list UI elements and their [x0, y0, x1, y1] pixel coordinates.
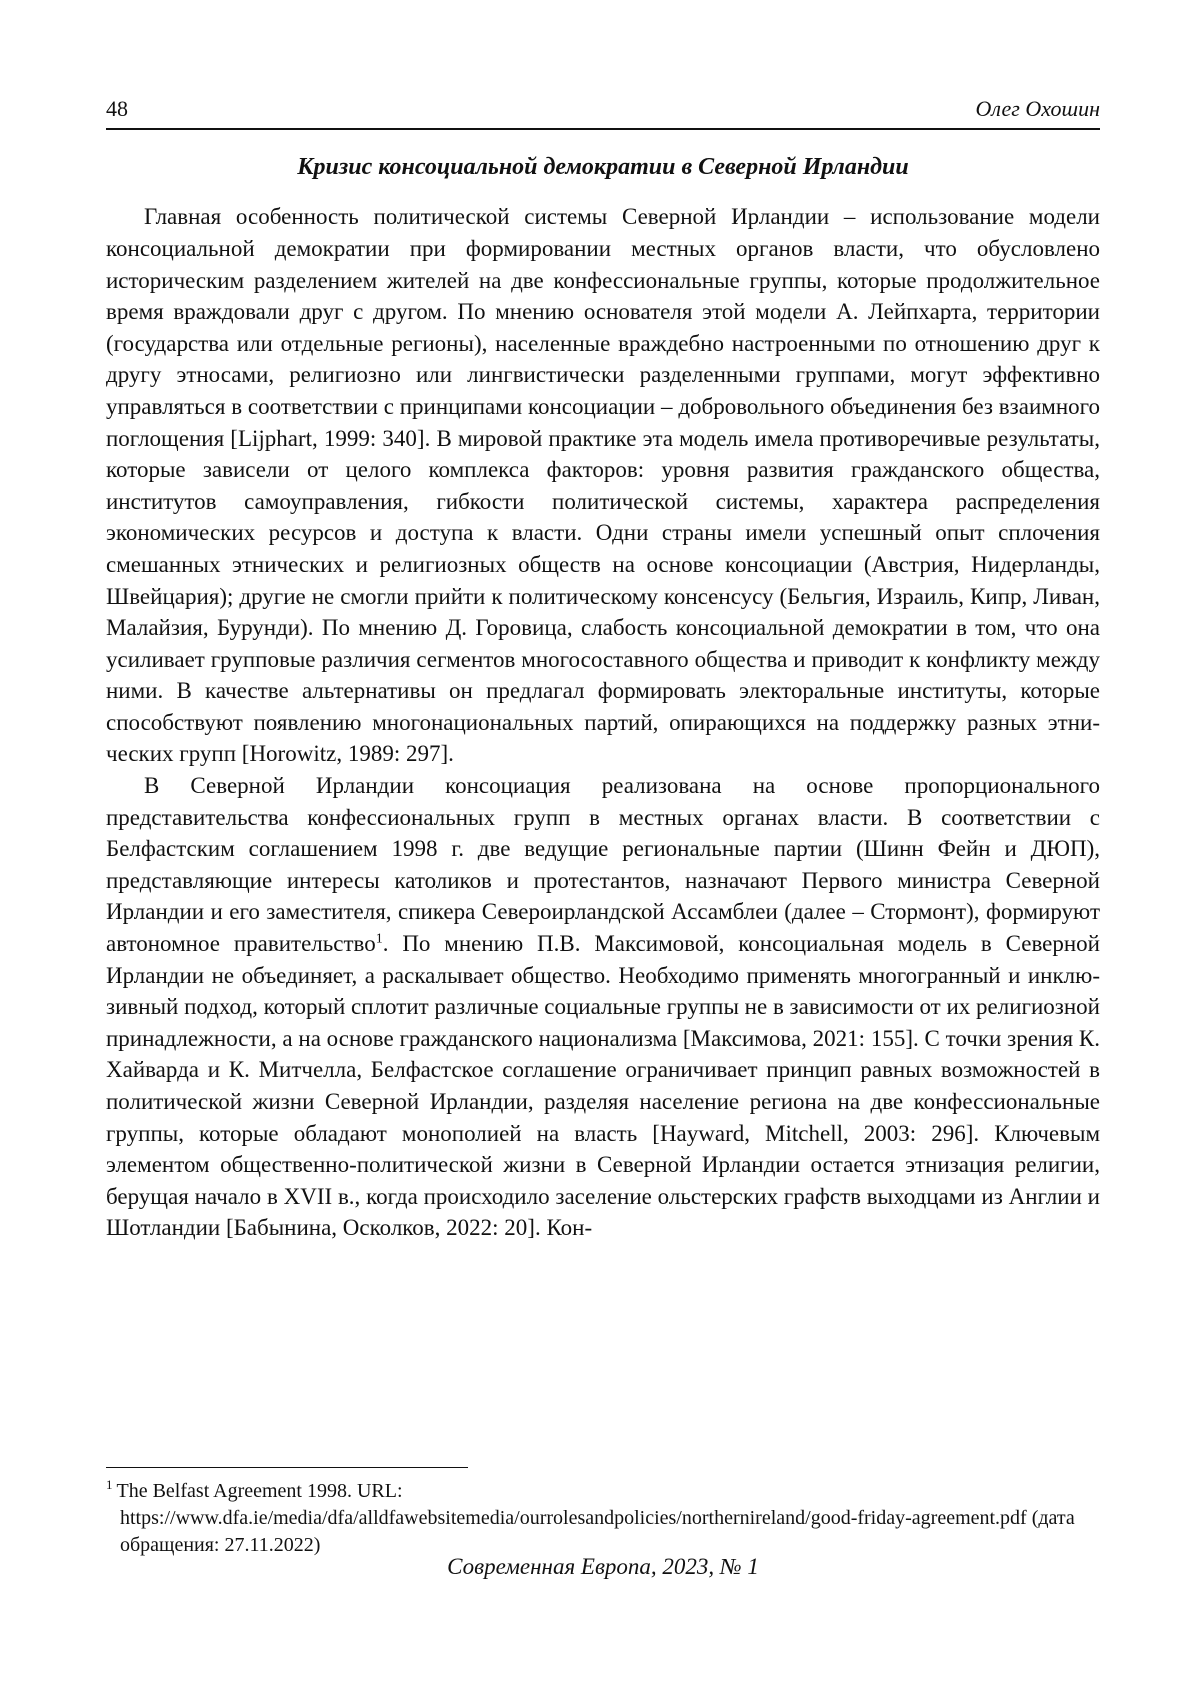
paragraph-2-part-1: В Северной Ирландии консоциация реализована на основе пропорционального представительства конфессиональных групп в местных органах власти. В соответствии с Белфастским соглашением 1998 г. две ведущие региональные партии (Шинн Фейн и ДЮП), представляющие интересы католиков и протестантов, назначают Первого министра Северной Ирландии и его заместителя, спикера Североирландской Ассамблеи (далее – Стормонт), формируют автономное правительство: [106, 773, 1100, 957]
paragraph-2-part-2: . По мнению П.В. Максимовой, консоциальная модель в Северной Ирландии не объединяет, а раскалывает общество. Необходимо применять многогранный и инклюзивный подход, который сплотит различные социальные группы не в зависимости от их религиозной принадлежности, а на основе гражданского национализма [Максимова, 2021: 155]. С точки зрения К. Хайварда и К. Митчелла, Белфастское соглашение ограничивает принцип равных возможностей в политической жизни Северной Ирландии, разделяя население региона на две конфессиональные группы, которые обладают монополией на власть [Hayward, Mitchell, 2003: 296]. Ключевым элементом общественно-политической жизни в Северной Ирландии остается этнизация религии, берущая начало в XVII в., когда происходило заселение ольстерских графств выходцами из Англии и Шотландии [Бабынина, Осколков, 2022: 20]. Кон-: [106, 931, 1100, 1241]
running-head: [106, 96, 1100, 130]
page-number: 48: [106, 96, 128, 121]
journal-footer: Современная Европа, 2023, № 1: [447, 1554, 759, 1579]
footnote-number: 1: [106, 1477, 113, 1493]
footnote-text: The Belfast Agreement 1998. URL:: [116, 1480, 403, 1502]
author-name: Олег Охошин: [975, 96, 1100, 121]
paragraph-2: [106, 770, 1100, 1244]
footnote-url[interactable]: https://www.dfa.ie/media/dfa/alldfawebsitemedia/ourrolesandpolicies/northernireland/good-friday-agreement.pdf (дата обращения: 27.11.2022): [120, 1507, 1075, 1556]
article-body: [106, 201, 1100, 1244]
footnote: [106, 1478, 1100, 1559]
page: [106, 96, 1100, 1244]
footnote-reference[interactable]: 1: [375, 931, 383, 947]
footnote-divider: [106, 1467, 468, 1468]
article-title: Кризис консоциальной демократии в Северной Ирландии: [297, 154, 909, 181]
paragraph-1: Главная особенность политической системы Северной Ирландии – использование модели консоциальной демократии при формировании местных органов власти, что обусловлено историческим разделением жителей на две конфессиональные группы, которые продолжительное время враждовали друг с другом. По мнению основателя этой модели А. Лейпхарта, территории (государства или отдельные регионы), населенные враждебно настроенными по отношению друг к другу этносами, религиозно или лингвистически разделенными группами, могут эффективно управляться в соответствии с принципами консоциации – добровольного объединения без взаимного поглощения [Lijphart, 1999: 340]. В мировой практике эта модель имела противоречивые результаты, которые зависели от целого комплекса факторов: уровня развития гражданского общества, институтов самоуправления, гибкости политической системы, характера распределения экономических ресурсов и доступа к власти. Одни страны имели успешный опыт сплочения смешанных этнических и религиозных обществ на основе консоциации (Австрия, Нидерланды, Швейцария); другие не смогли прийти к политическому консенсусу (Бельгия, Израиль, Кипр, Ливан, Малайзия, Бурунди). По мнению Д. Горовица, слабость консоциальной демократии в том, что она усиливает групповые различия сегментов многосоставного общества и приводит к конфликту между ними. В качестве альтернативы он предлагал формировать электоральные институты, которые способствуют появлению многонациональных партий, опирающихся на поддержку разных этнических групп [Horowitz, 1989: 297].: [106, 204, 1100, 767]
